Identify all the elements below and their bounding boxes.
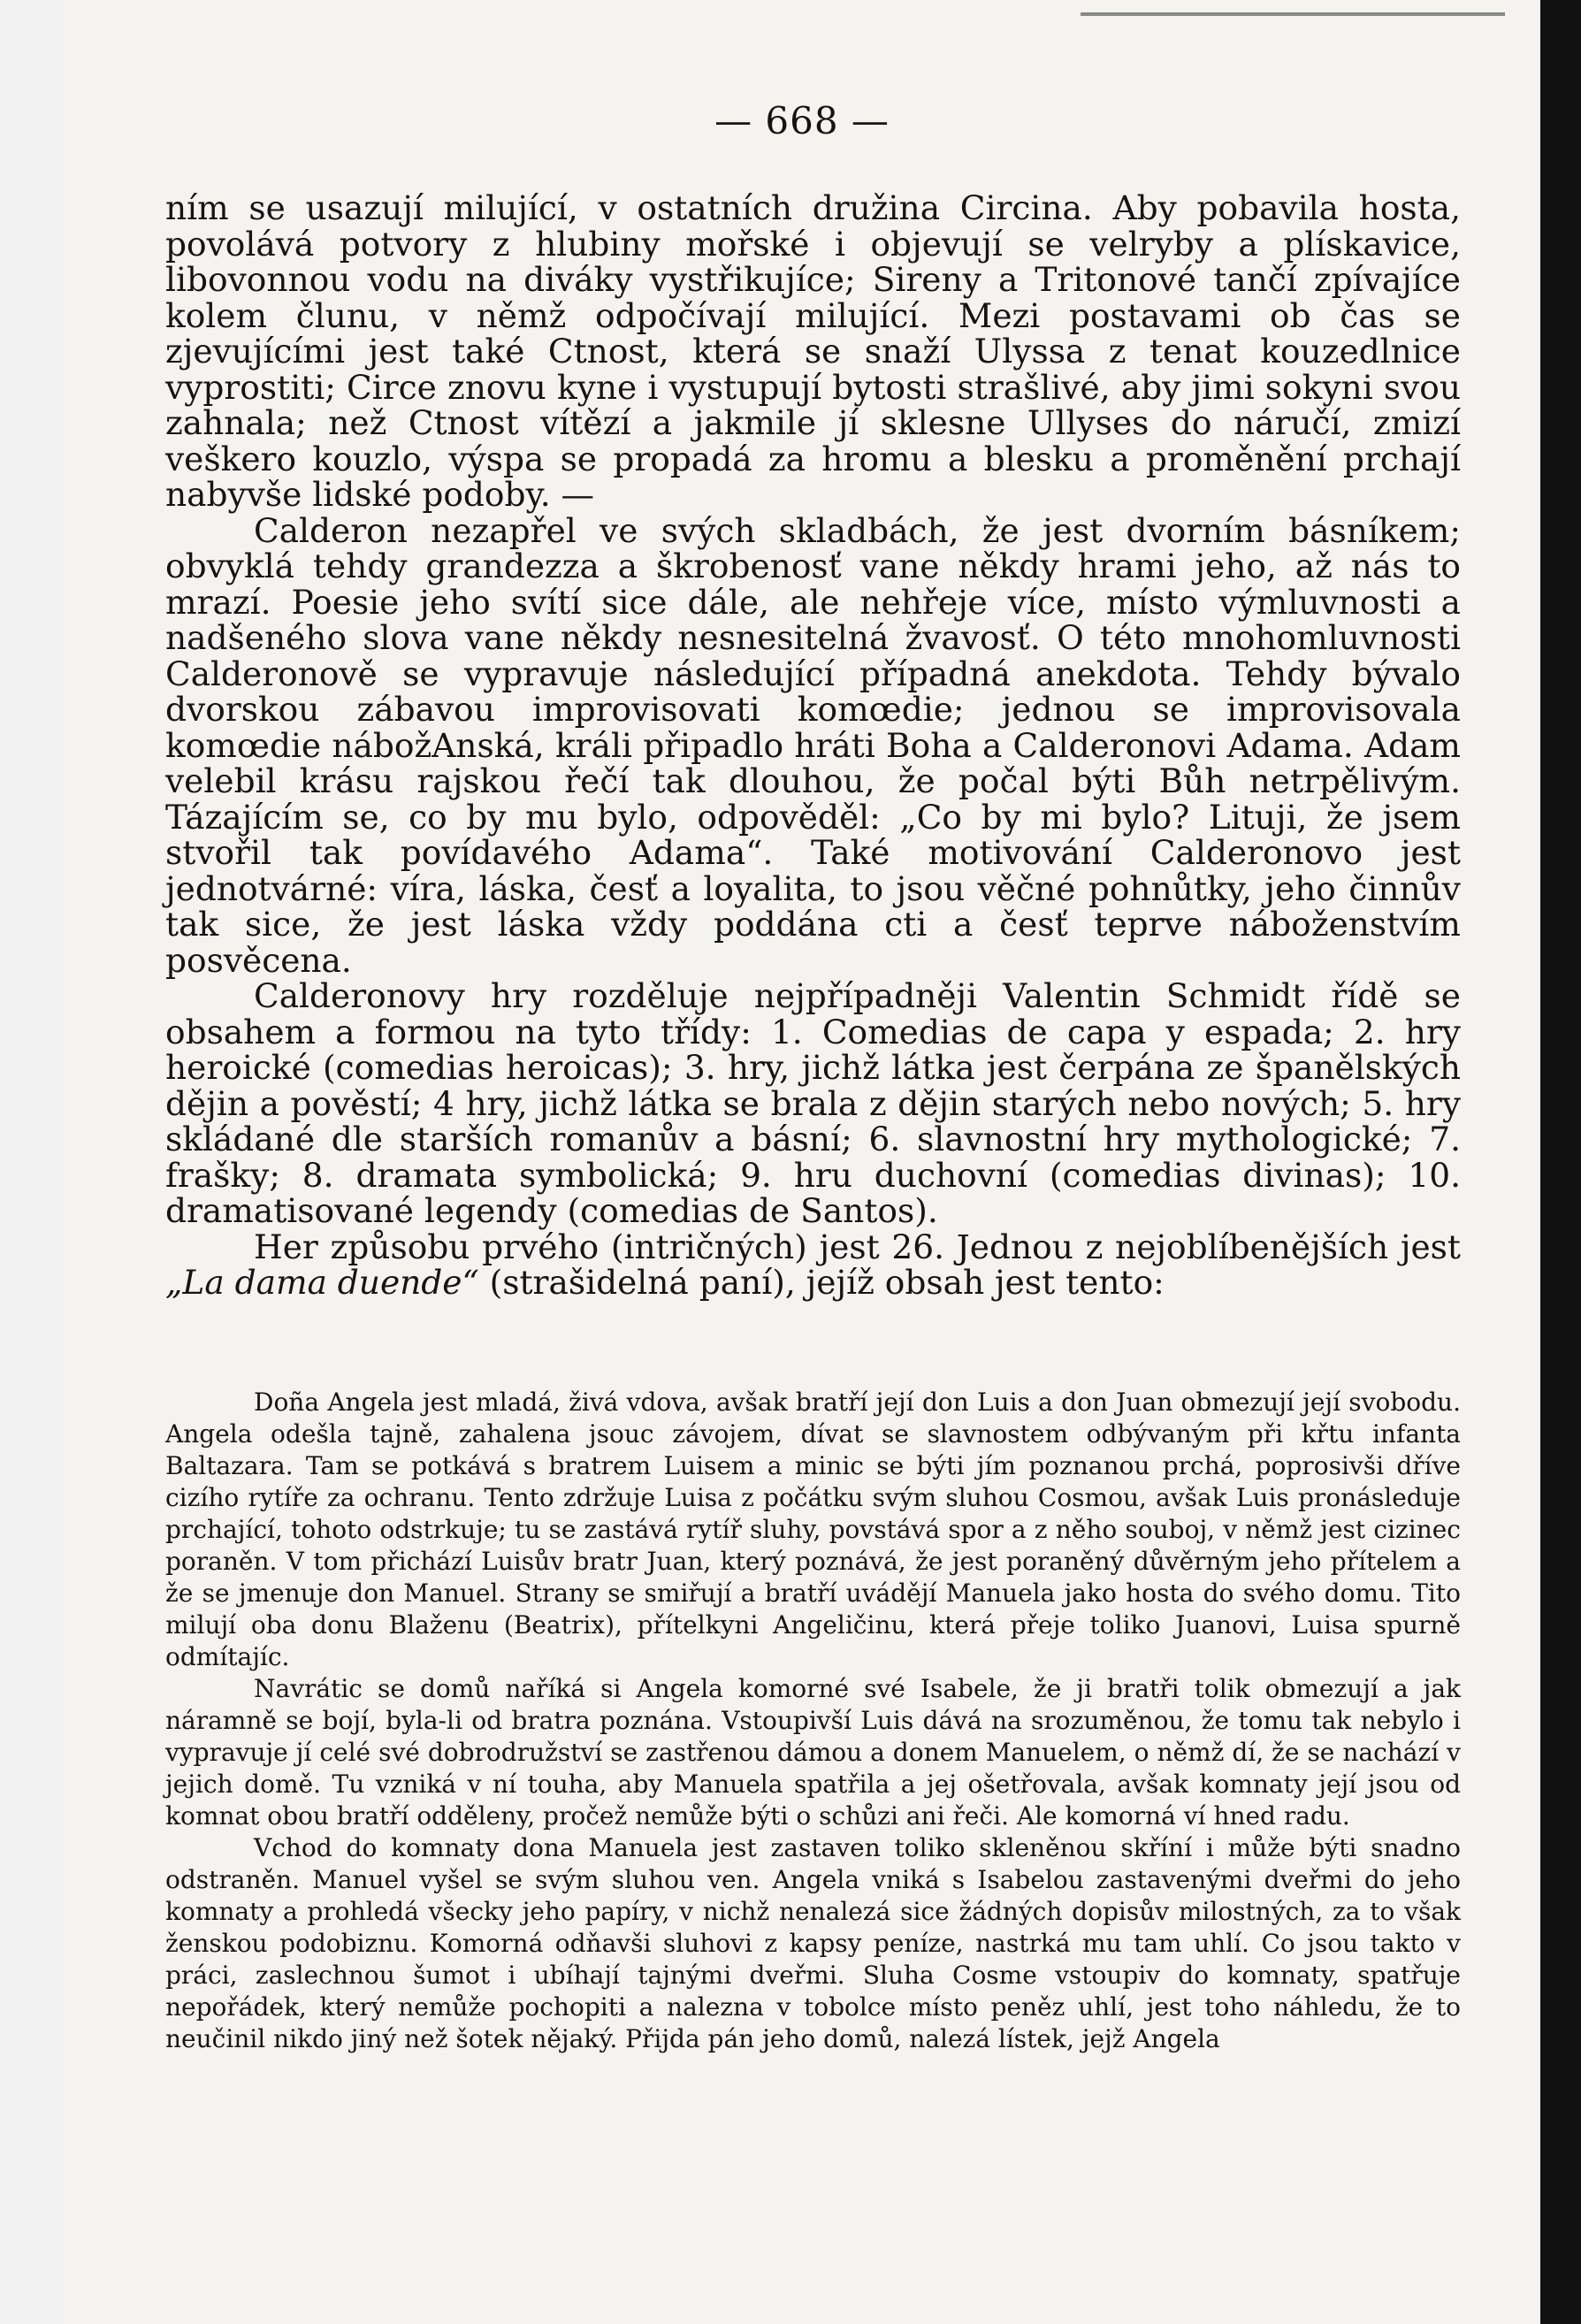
paragraph-calderon-court: Calderon nezapřel ve svých skladbách, že jest dvorním básníkem; obvyklá tehdy grandezza a škrobenosť vane někdy hrami jeho, až nás to mrazí. Poesie jeho svítí sice dále, ale nehřeje více, místo výmluvnosti a nadšeného slova vane někdy nesnesitelná žvavosť. O této mnohomluvnosti Calderonově se vypravuje následující případná anekdota. Tehdy bývalo dvorskou zábavou improvisovati komœdie; jednou se improvisovala komœdie nábožAnská, králi připadlo hráti Boha a Calderonovi Adama. Adam velebil krásu rajskou řečí tak dlouhou, že počal býti Bůh netrpělivým. Tázajícím se, co by mu bylo, odpověděl: „Co by mi bylo? Lituji, že jsem stvořil tak povídavého Adama“. Také motivování Calderonovo jest jednotvárné: víra, láska, česť a loyalita, to jsou věčné pohnůtky, jeho činnův tak sice, že jest láska vždy poddána cti a česť teprve náboženstvím posvěcena. (165, 510, 1461, 980)
scan-margin-right (1540, 0, 1581, 2324)
book-page (64, 0, 1540, 2324)
main-text (165, 190, 1461, 1301)
play-title: „La dama duende“ (165, 1263, 479, 1302)
paragraph-circe: ním se usazují milující, v ostatních družina Circina. Aby pobavila hosta, povolává potvory z hlubiny mořské i objevují se velryby a plískavice, libovonnou vodu na diváky vystřikujíce; Sireny a Tritonové tančí zpívajíce kolem člunu, v němž odpočívají milující. Mezi postavami ob čas se zjevujícími jest také Ctnost, která se snaží Ulyssa z tenat kouzedlnice vyprostiti; Circe znovu kyne i vystupují bytosti strašlivé, aby jimi sokyni svou zahnala; než Ctnost vítězí a jakmile jí sklesne Ullyses do náručí, zmizí veškero kouzlo, výspa se propadá za hromu a blesku a proměnění prchají nabyvše lidské podoby. — (165, 188, 1461, 514)
intro-text-end: (strašidelná paní), jejíž obsah jest tento: (478, 1263, 1165, 1302)
paragraph-classification: Calderonovy hry rozděluje nejpřípadněji Valentin Schmidt řídě se obsahem a formou na tyto třídy: 1. Comedias de capa y espada; 2. hry heroické (comedias heroicas); 3. hry, jichž látka jest čerpána ze španělských dějin a pověstí; 4 hry, jichž látka se brala z dějin starých nebo nových; 5. hry skládané dle starších romanův a básní; 6. slavnostní hry mythologické; 7. frašky; 8. dramata symbolická; 9. hru duchovní (comedias divinas); 10. dramatisované legendy (comedias de Santos). (165, 976, 1461, 1230)
synopsis-paragraph-1: Doña Angela jest mladá, živá vdova, avšak bratří její don Luis a don Juan obmezují její svobodu. Angela odešla tajně, zahalena jsouc závojem, dívat se slavnostem odbývaným při křtu infanta Baltazara. Tam se potkává s bratrem Luisem a minic se býti jím poznanou prchá, poprosivši dříve cizího rytíře za ochranu. Tento zdržuje Luisa z počátku svým sluhou Cosmou, avšak Luis pronásleduje prchající, tohoto odstrkuje; tu se zastává rytíř sluhy, povstává spor a z něho souboj, v němž jest cizinec poraněn. V tom přichází Luisův bratr Juan, který poznává, že jest poraněný důvěrným jeho přítelem a že se jmenuje don Manuel. Strany se smiřují a bratří uvádějí Manuela jako hosta do svého domu. Tito milují oba donu Blaženu (Beatrix), přítelkyni Angeličinu, která přeje toliko Juanovi, Luisa spurně odmítajíc. (165, 1388, 1461, 1671)
paragraph-dama-duende-intro (165, 1229, 1461, 1301)
synopsis-text (165, 1387, 1461, 2055)
scan-margin-left (0, 0, 64, 2324)
intro-text: Her způsobu prvého (intričných) jest 26. Jednou z nejoblíbenějších jest (254, 1227, 1461, 1266)
synopsis-paragraph-3: Vchod do komnaty dona Manuela jest zastaven toliko skleněnou skříní i může býti snadno odstraněn. Manuel vyšel se svým sluhou ven. Angela vniká s Isabelou zastavenými dveřmi do jeho komnaty a prohledá všecky jeho papíry, v nichž nenalezá sice žádných dopisův milostných, za to však ženskou podobiznu. Komorná odňavši sluhovi z kapsy peníze, nastrká mu tam uhlí. Co jsou takto v práci, zaslechnou šumot i ubíhají tajnými dveřmi. Sluha Cosme vstoupiv do komnaty, spatřuje nepořádek, který nemůže pochopiti a nalezna v tobolce místo peněz uhlí, jest toho náhledu, že to neučinil nikdo jiný než šotek nějaký. Přijda pán jeho domů, nalezá lístek, jejž Angela (165, 1833, 1461, 2053)
scan-edge-rule (1081, 12, 1505, 16)
page-number: — 668 — (714, 99, 890, 142)
synopsis-paragraph-2: Navrátic se domů naříká si Angela komorné své Isabele, že ji bratři tolik obmezují a jak náramně se bojí, byla-li od bratra poznána. Vstoupivší Luis dává na srozuměnou, že tomu tak nebylo i vypravuje jí celé své dobrodružství se zastřenou dámou a donem Manuelem, o němž dí, že se nachází v jejich domě. Tu vzniká v ní touha, aby Manuela spatřila a jej ošetřovala, avšak komnaty její jsou od komnat obou bratří odděleny, pročež nemůže býti o schůzi ani řeči. Ale komorná ví hned radu. (165, 1674, 1461, 1831)
